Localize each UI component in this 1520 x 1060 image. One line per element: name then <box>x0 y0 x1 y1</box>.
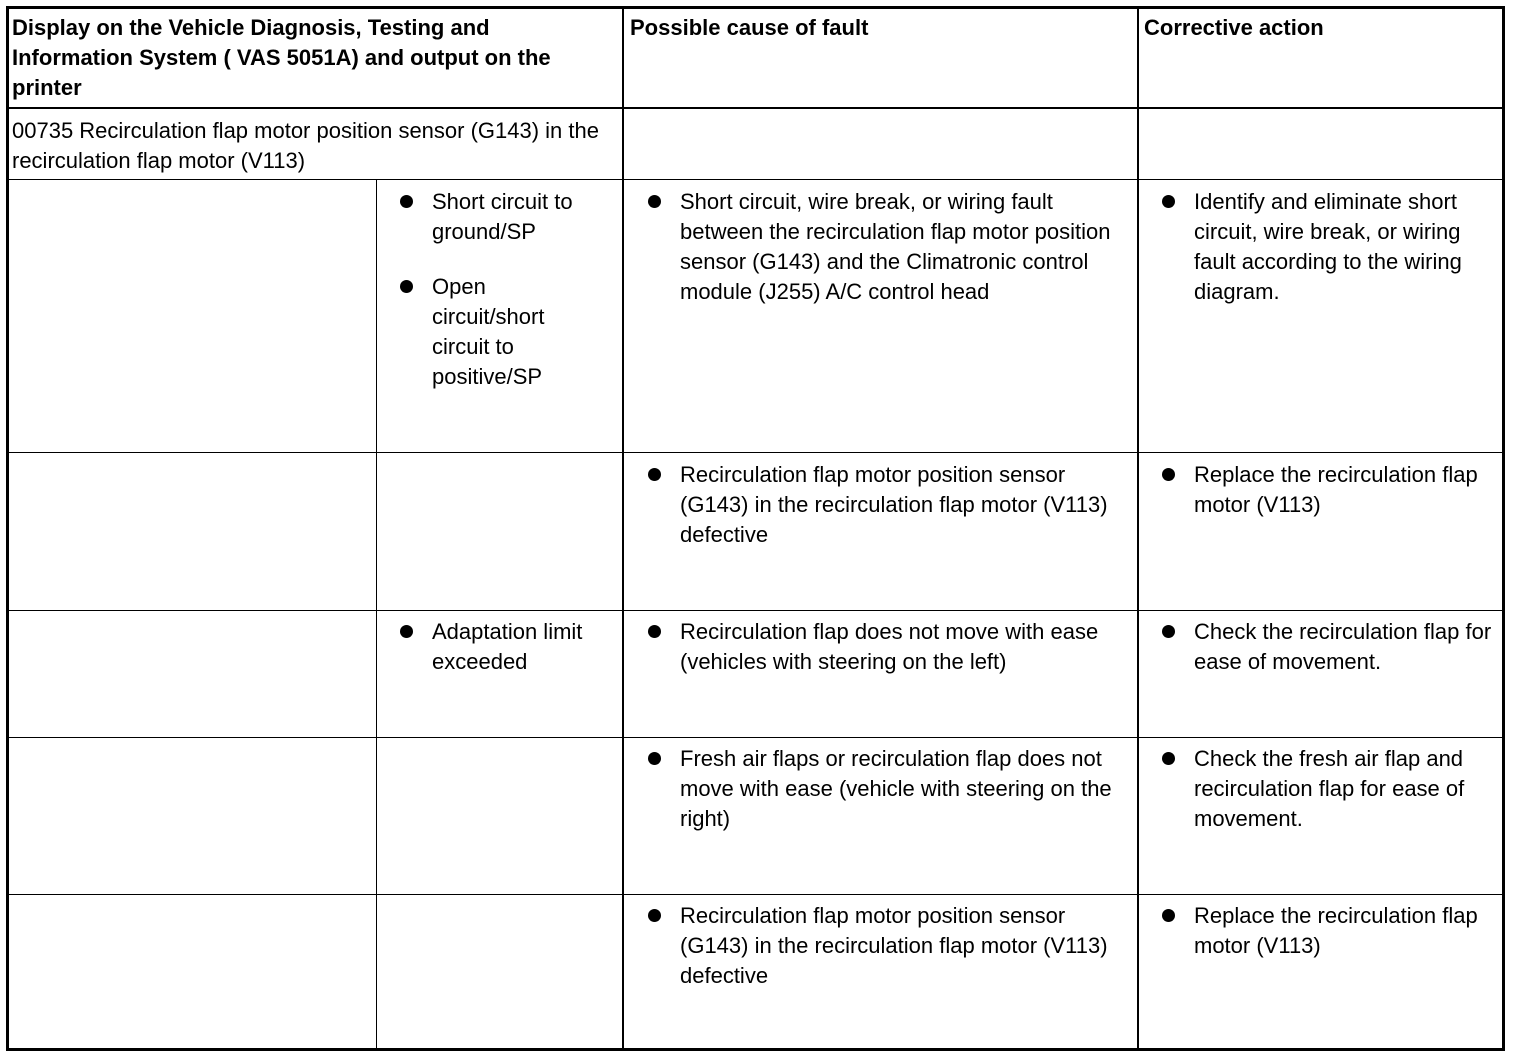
bullet-icon <box>648 752 661 765</box>
cause-text: Recirculation flap does not move with ease (vehicles with steering on the left) <box>680 619 1099 674</box>
action-text: Check the recirculation flap for ease of movement. <box>1194 619 1492 674</box>
bullet-icon <box>1162 468 1175 481</box>
action-text: Replace the recirculation flap motor (V113) <box>1194 903 1478 958</box>
cause-text: Short circuit, wire break, or wiring fault between the recirculation flap motor position sensor (G143) and the Climatronic control module (J255) A/C control head <box>680 189 1111 304</box>
display-item: Adaptation limit exceeded <box>432 619 583 674</box>
bullet-icon <box>1162 752 1175 765</box>
grid-line-row3-bottom <box>8 737 1505 738</box>
bullet-icon <box>648 195 661 208</box>
header-display-column: Display on the Vehicle Diagnosis, Testing and Information System ( VAS 5051A) and output on the printer <box>12 15 551 100</box>
bullet-icon <box>400 195 413 208</box>
grid-line-row1-bottom <box>8 452 1505 453</box>
grid-line-row4-bottom <box>8 894 1505 895</box>
fault-code-text: 00735 Recirculation flap motor position sensor (G143) in the recirculation flap motor (V113) <box>12 118 599 173</box>
action-text: Replace the recirculation flap motor (V113) <box>1194 462 1478 517</box>
bullet-icon <box>648 468 661 481</box>
header-action-column: Corrective action <box>1144 15 1324 40</box>
bullet-icon <box>1162 625 1175 638</box>
bullet-icon <box>648 909 661 922</box>
header-cause-column: Possible cause of fault <box>630 15 869 40</box>
bullet-icon <box>1162 909 1175 922</box>
action-text: Identify and eliminate short circuit, wire break, or wiring fault according to the wiring diagram. <box>1194 189 1462 304</box>
action-text: Check the fresh air flap and recirculation flap for ease of movement. <box>1194 746 1465 831</box>
grid-line-subcol <box>376 180 377 1050</box>
bullet-icon <box>1162 195 1175 208</box>
bullet-icon <box>400 625 413 638</box>
bullet-icon <box>400 280 413 293</box>
grid-line-row2-bottom <box>8 610 1505 611</box>
cause-text: Fresh air flaps or recirculation flap does not move with ease (vehicle with steering on the right) <box>680 746 1112 831</box>
bullet-icon <box>648 625 661 638</box>
display-item: Open circuit/short circuit to positive/SP <box>432 274 545 389</box>
grid-line-code-bottom <box>8 179 1505 180</box>
display-item: Short circuit to ground/SP <box>432 189 573 244</box>
cause-text: Recirculation flap motor position sensor (G143) in the recirculation flap motor (V113) defective <box>680 462 1108 547</box>
cause-text: Recirculation flap motor position sensor (G143) in the recirculation flap motor (V113) defective <box>680 903 1108 988</box>
grid-line-header-bottom <box>8 107 1505 109</box>
